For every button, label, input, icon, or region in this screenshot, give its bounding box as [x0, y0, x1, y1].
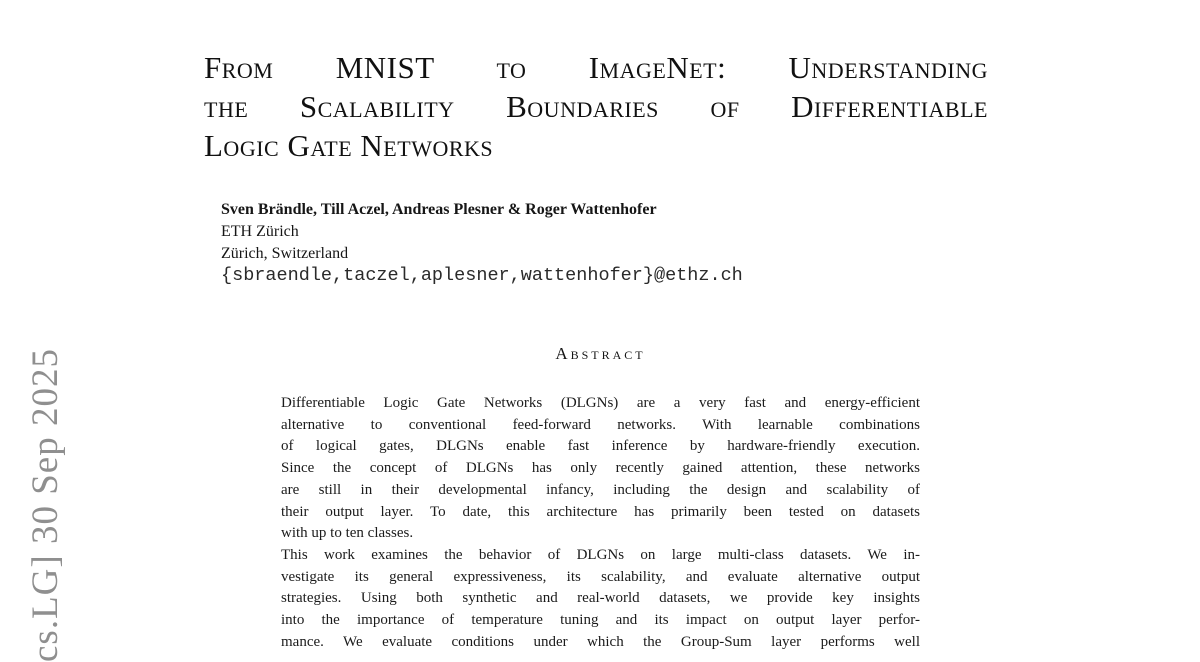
- paper-title-line-2: the Scalability Boundaries of Differentiable: [204, 89, 988, 124]
- paper-title-line-3: Logic Gate Networks: [204, 128, 494, 163]
- abstract-line: This work examines the behavior of DLGNs on large multi-class datasets. We in-: [281, 546, 920, 563]
- abstract-line: of logical gates, DLGNs enable fast inference by hardware-friendly execution.: [281, 438, 920, 455]
- abstract-line: Since the concept of DLGNs has only recently gained attention, these networks: [281, 460, 920, 477]
- arxiv-watermark: cs.LG] 30 Sep 2025: [25, 348, 66, 662]
- abstract-line: vestigate its general expressiveness, its scalability, and evaluate alternative output: [281, 568, 920, 585]
- abstract-heading: Abstract: [555, 344, 646, 363]
- abstract-line: strategies. Using both synthetic and real-world datasets, we provide key insights: [281, 590, 920, 607]
- paper-title: [204, 48, 988, 165]
- abstract-line: alternative to conventional feed-forward networks. With learnable combinations: [281, 416, 920, 433]
- affiliation-institution: ETH Zürich: [221, 223, 299, 240]
- author-block: [221, 199, 743, 287]
- abstract-line: Differentiable Logic Gate Networks (DLGNs) are a very fast and energy-efficient: [281, 395, 920, 411]
- abstract-line: into the importance of temperature tuning and its impact on output layer perfor-: [281, 612, 920, 629]
- abstract-line: are still in their developmental infancy, including the design and scalability of: [281, 481, 920, 498]
- abstract-line: with up to ten classes.: [281, 525, 414, 542]
- author-names: Sven Brändle, Till Aczel, Andreas Plesner & Roger Wattenhofer: [221, 201, 657, 218]
- abstract-line: their output layer. To date, this architecture has primarily been tested on datasets: [281, 503, 920, 520]
- abstract-line: mance. We evaluate conditions under which the Group-Sum layer performs well: [281, 633, 920, 650]
- abstract-body: [281, 393, 920, 653]
- paper-title-line-1: From MNIST to ImageNet: Understanding: [204, 50, 988, 85]
- affiliation-location: Zürich, Switzerland: [221, 245, 349, 262]
- author-emails: {sbraendle,taczel,aplesner,wattenhofer}@ethz.ch: [221, 265, 743, 286]
